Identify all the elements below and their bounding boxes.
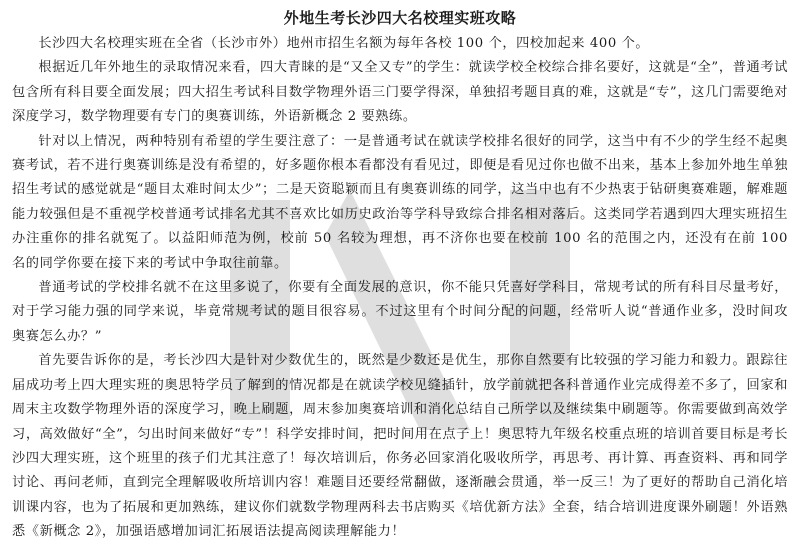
paragraph-study-advice: 首先要告诉你的是，考长沙四大是针对少数优生的，既然是少数还是优生，那你自然要有比较强的学习能力和毅力。跟踪往届成功考上四大理实班的奥思特学员了解到的情况都是在就读学校见缝插针，放学前就把各科普通作业完成得差不多了，回家和周末主攻数学物理外语的深度学习，晚上刷题，周末参加奥赛培训和消化总结自己所学以及继续集中刷题等。你需要做到高效学习，高效做好“全”，匀出时间来做好“专”！科学安排时间，把时间用在点子上！奥思特九年级名校重点班的培训首要目标是考长沙四大理实班，这个班里的孩子们尤其注意了！每次培训后，你务必回家消化吸收所学，再思考、再计算、再查资料、再和同学讨论、再问老师，直到完全理解吸收所培训内容！难题目还要经常翻做，逐渐融会贯通，举一反三！为了更好的帮助自己消化培训课内容，也为了拓展和更加熟练，建议你们就数学物理两科去书店购买《培优新方法》全套，结合培训进度课外刷题！外语熟悉《新概念 2》，加强语感增加词汇拓展语法提高阅读理解能力！ <box>12 353 788 540</box>
document-title: 外地生考长沙四大名校理实班攻略 <box>283 9 517 27</box>
paragraph-quota: 长沙四大名校理实班在全省（长沙市外）地州市招生名额为每年各校 100 个，四校加起来 400 个。 <box>38 36 650 51</box>
paragraph-two-types-students: 针对以上情况，两种特别有希望的学生要注意了：一是普通考试在就读学校排名很好的同学，这当中有不少的学生经不起奥赛考试，若不进行奥赛训练是没有希望的，好多题你根本看都没有看见过，即便是看见过你也做不出来，基本上参加外地生单独招生考试的感觉就是“题目太难时间太少”；二是天资聪颖而且有奥赛训练的同学，这当中也有不少热衷于钻研奥赛难题，解难题能力较强但是不重视学校普通考试排名尤其不喜欢比如历史政治等学科导致综合排名相对落后。这类同学若遇到四大理实班招生办注重你的排名就冤了。以益阳师范为例，校前 50 名较为理想，再不济你也要在校前 100 名的范围之内，还没有在前 100 名的同学你要在接下来的考试中争取往前靠。 <box>12 133 788 271</box>
paragraph-regular-exams: 普通考试的学校排名就不在这里多说了，你要有全面发展的意识，你不能只凭喜好学科目，常规考试的所有科目尽量考好，对于学习能力强的同学来说，毕竟常规考试的题目很容易。不过这里有个时间分配的问题，经常听人说“普通作业多，没时间攻奥赛怎么办？” <box>12 280 788 344</box>
paragraph-admission-criteria: 根据近几年外地生的录取情况来看，四大青睐的是“又全又专”的学生：就读学校全校综合排名要好，这就是“全”，普通考试包含所有科目要全面发展；四大招生考试科目数学物理外语三门要学得深，单独招考题目真的难，这就是“专”，这几门需要绝对深度学习，数学物理要有专门的奥赛训练，外语新概念 2 要熟练。 <box>12 60 788 125</box>
